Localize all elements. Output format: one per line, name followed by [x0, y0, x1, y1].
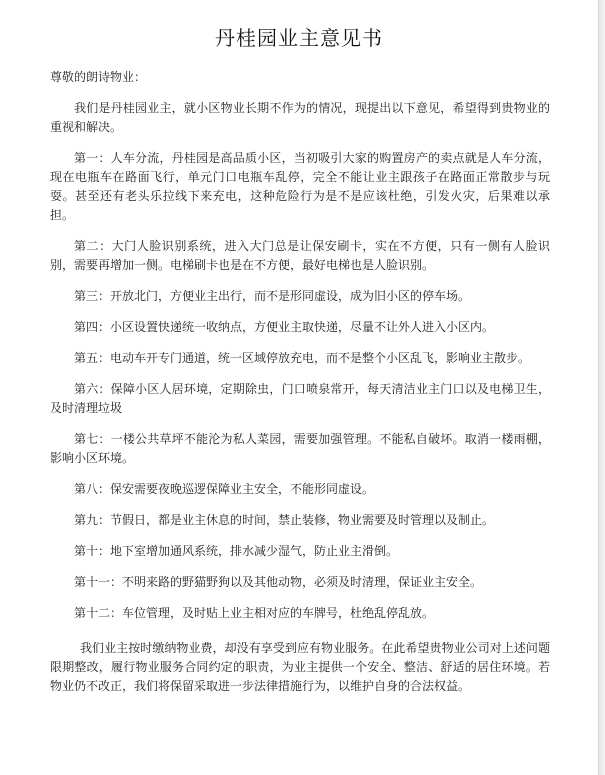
opinion-7: 第七：一楼公共草坪不能沦为私人菜园，需要加强管理。不能私自破坏。取消一楼雨棚，影响小区环境。 — [50, 432, 550, 465]
opinion-4: 第四：小区设置快递统一收纳点，方便业主取快递，尽量不让外人进入小区内。 — [74, 320, 495, 334]
intro-paragraph: 我们是丹桂园业主，就小区物业长期不作为的情况，现提出以下意见，希望得到贵物业的重视和解决。 — [50, 101, 550, 134]
opinion-8: 第八：保安需要夜晚巡逻保障业主安全，不能形同虚设。 — [74, 482, 375, 496]
salutation: 尊敬的朗诗物业： — [50, 70, 147, 84]
opinion-10: 第十：地下室增加通风系统，排水减少湿气，防止业主滑倒。 — [74, 544, 399, 558]
opinion-9: 第九：节假日，都是业主休息的时间，禁止装修，物业需要及时管理以及制止。 — [74, 513, 495, 527]
opinion-5: 第五：电动车开专门通道，统一区域停放充电，而不是整个小区乱飞，影响业主散步。 — [74, 351, 531, 365]
page-edge — [598, 0, 605, 775]
opinion-1: 第一：人车分流，丹桂园是高品质小区，当初吸引大家的购置房产的卖点就是人车分流，现在电瓶车在路面飞行，单元门口电瓶车乱停，完全不能让业主跟孩子在路面正常散步与玩耍。甚至还有老头乐拉线下来充电，这种危险行为是不是应该杜绝，引发火灾，后果难以承担。 — [50, 151, 550, 222]
document-body — [50, 99, 550, 708]
opinion-6: 第六：保障小区人居环境，定期除虫，门口喷泉常开，每天清洁业主门口以及电梯卫生，及时清理垃圾 — [50, 382, 550, 415]
opinion-12: 第十二：车位管理，及时贴上业主相对应的车牌号，杜绝乱停乱放。 — [74, 606, 435, 620]
opinion-3: 第三：开放北门，方便业主出行，而不是形同虚设，成为旧小区的停车场。 — [74, 289, 471, 303]
closing-paragraph: 我们业主按时缴纳物业费，却没有享受到应有物业服务。在此希望贵物业公司对上述问题限期整改，履行物业服务合同约定的职责，为业主提供一个安全、整洁、舒适的居住环境。若物业仍不改正，我们将保留采取进一步法律措施行为，以维护自身的合法权益。 — [50, 641, 550, 693]
opinion-11: 第十一：不明来路的野猫野狗以及其他动物，必须及时清理，保证业主安全。 — [74, 575, 483, 589]
opinion-2: 第二：大门人脸识别系统，进入大门总是让保安刷卡，实在不方便，只有一侧有人脸识别，需要再增加一侧。电梯刷卡也是在不方便，最好电梯也是人脸识别。 — [50, 239, 550, 272]
document-title: 丹桂园业主意见书 — [215, 26, 383, 50]
